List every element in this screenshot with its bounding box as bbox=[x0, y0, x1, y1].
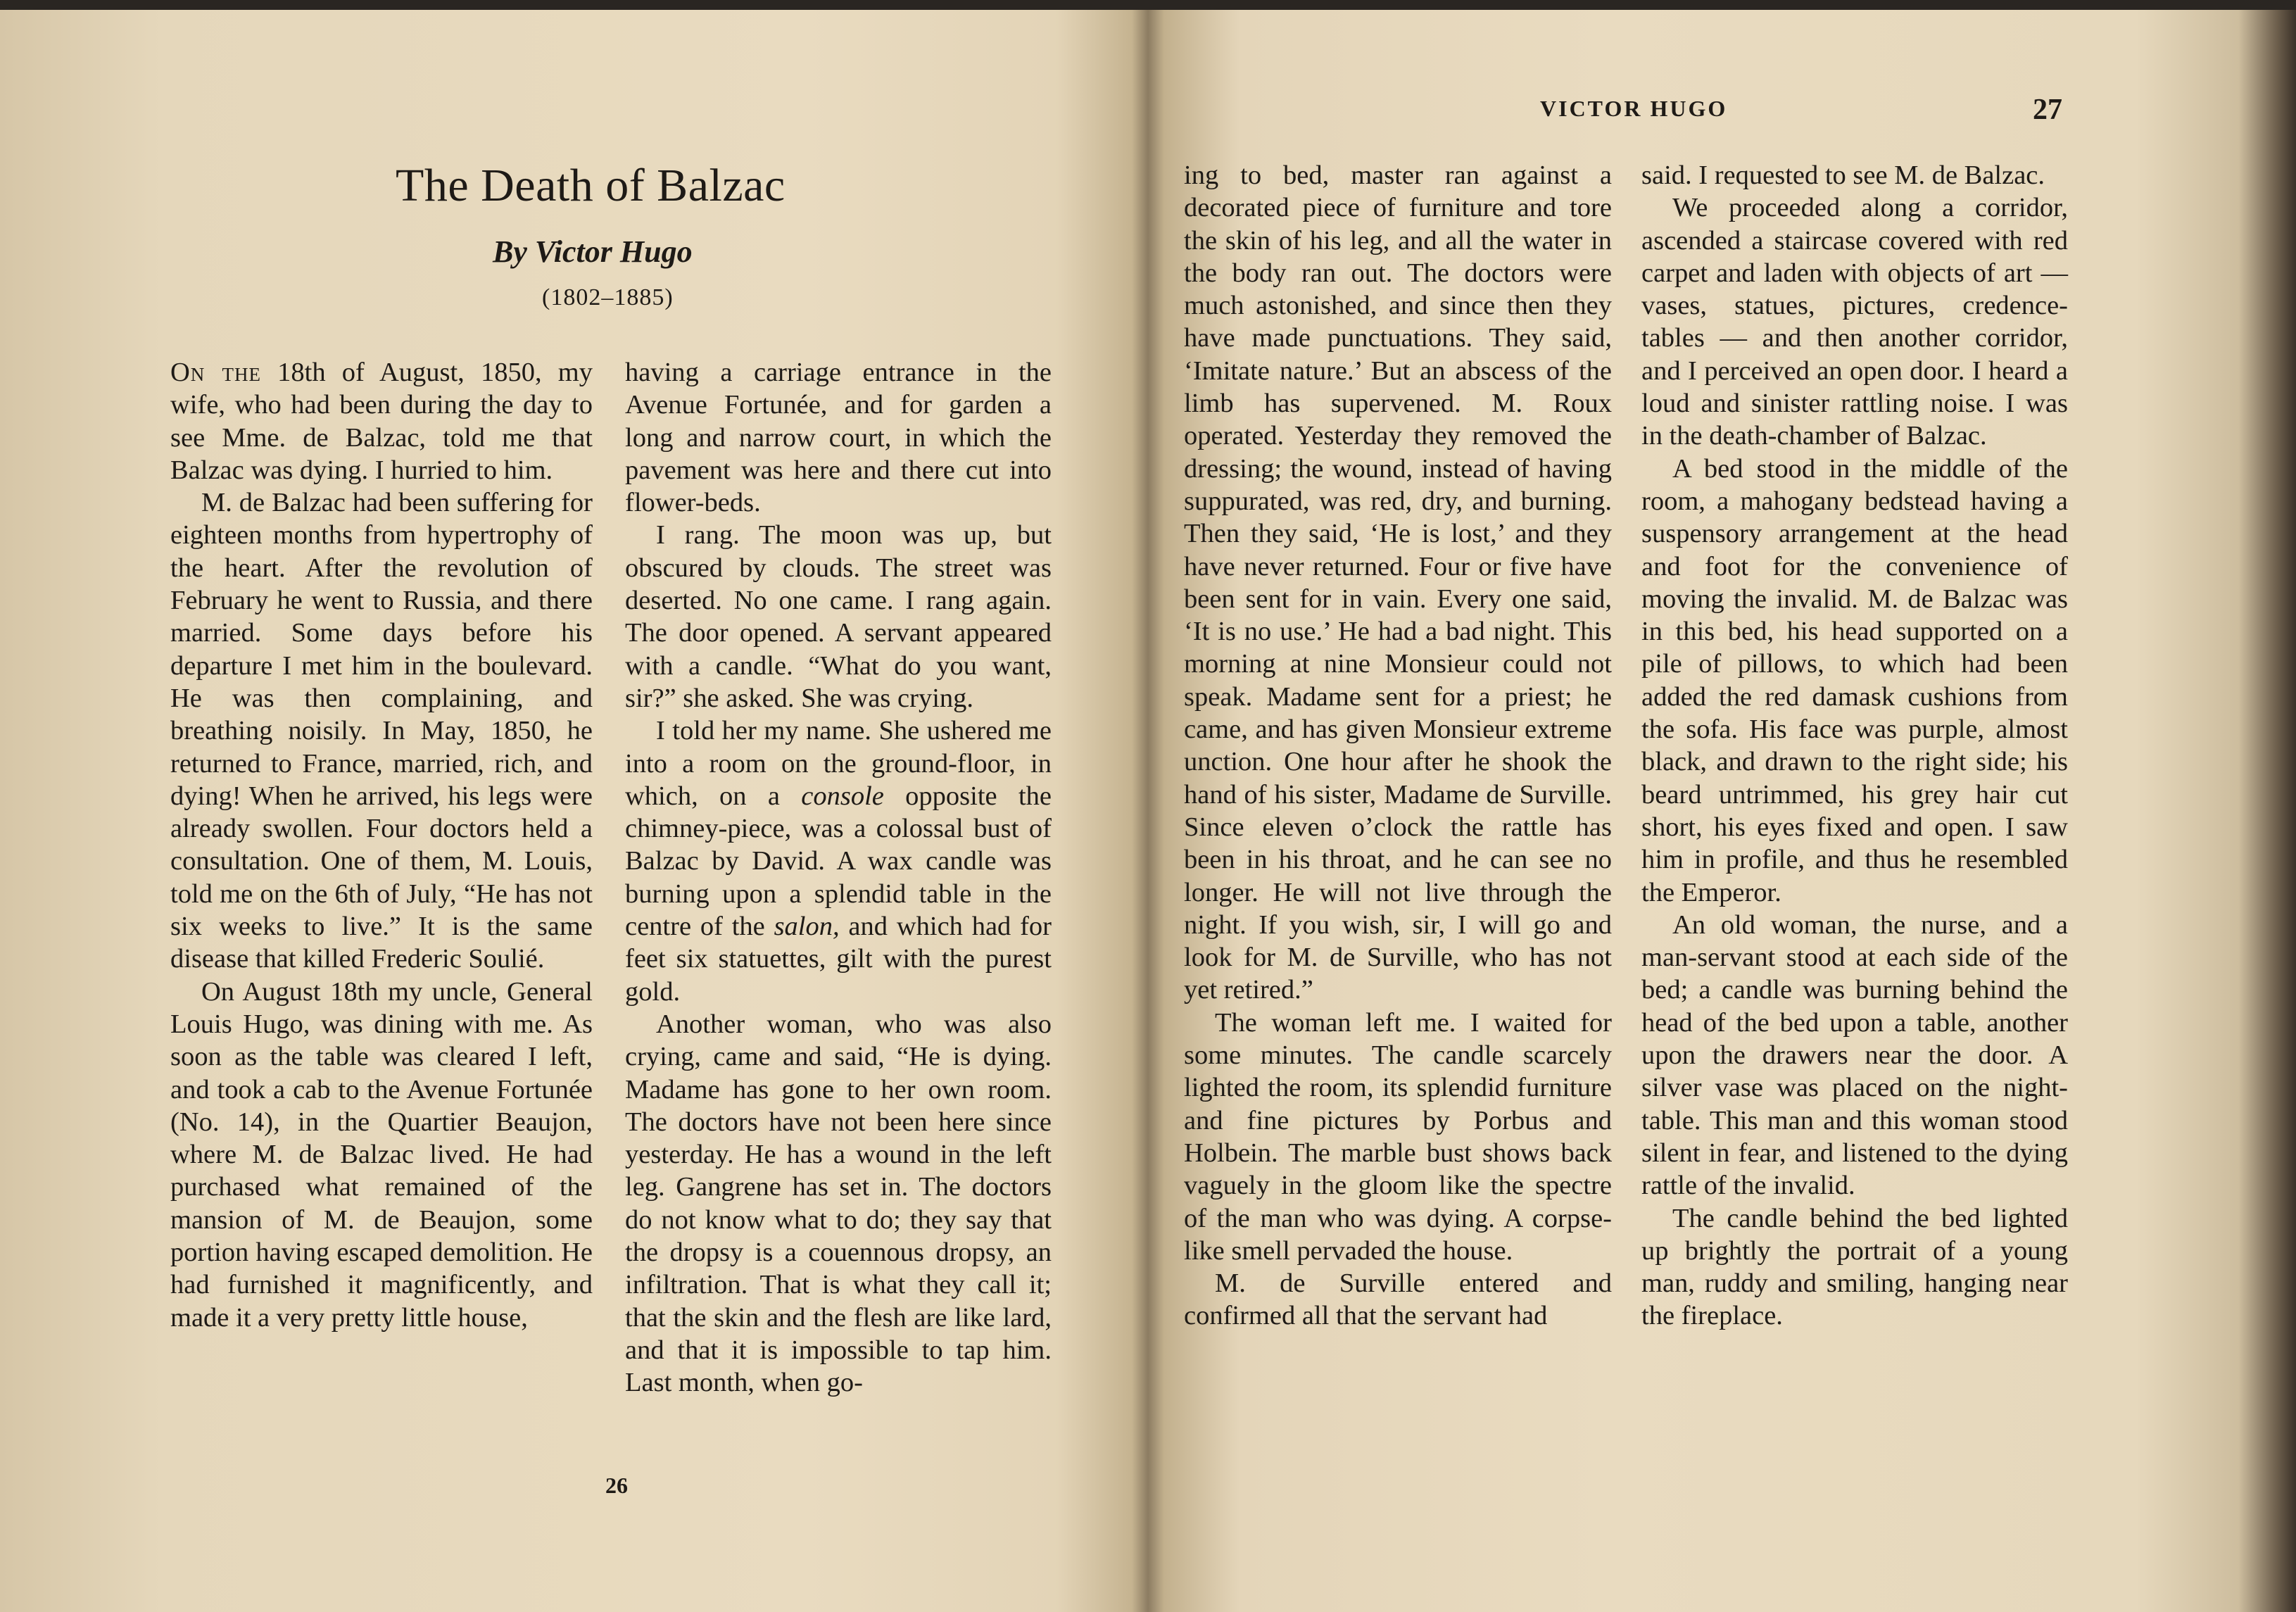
paragraph bbox=[625, 714, 1052, 1008]
page-number-right: 27 bbox=[2033, 94, 2062, 126]
paragraph: I rang. The moon was up, but obscured by clouds. The street was deserted. No one came. I rang again. The door opened. A servant appeared with a candle. “What do you want, sir?” she asked. She was crying. bbox=[625, 520, 1052, 713]
left-column-1 bbox=[170, 356, 593, 1334]
paragraph-text: 18th of August, 1850, my wife, who had been during the day to see Mme. de Balzac, told me that Balzac was dying. I hurried to him. bbox=[170, 358, 593, 485]
paragraph: The woman left me. I waited for some minutes. The candle scarcely lighted the room, its splendid furniture and fine pictures by Porbus and Holbein. The marble bust shows back vaguely in the gloom like the spectre of the man who was dying. A corpse-like smell pervaded the house. bbox=[1184, 1007, 1612, 1266]
paragraph: On August 18th my uncle, General Louis Hugo, was dining with me. As soon as the table was cleared I left, and took a cab to the Avenue Fortunée (No. 14), in the Quartier Beaujon, where M. de Balzac lived. He had purchased what remained of the mansion of M. de Beaujon, some portion having escaped demolition. He had furnished it magnificently, and made it a very pretty little house, bbox=[170, 976, 593, 1333]
book-spread bbox=[0, 10, 2296, 1612]
italic-word: console bbox=[801, 781, 884, 811]
paragraph: said. I requested to see M. de Balzac. bbox=[1641, 160, 2045, 190]
italic-word: salon, bbox=[774, 912, 840, 942]
byline: By Victor Hugo bbox=[493, 234, 693, 269]
paragraph: A bed stood in the middle of the room, a mahogany bedstead having a suspensory arrangement at the head and foot for the convenience of moving the invalid. M. de Balzac was in this bed, his head supported on a pile of pillows, to which had been added the red damask cushions from the sofa. His face was purple, almost black, and drawn to the right side; his beard untrimmed, his grey hair cut short, his eyes fixed and open. I saw him in profile, and thus he resembled the Emperor. bbox=[1641, 453, 2068, 907]
left-column-2 bbox=[625, 356, 1052, 1399]
right-column-2 bbox=[1641, 159, 2068, 1333]
running-head: VICTOR HUGO bbox=[1540, 96, 1728, 121]
paragraph: M. de Balzac had been suffering for eighteen months from hypertrophy of the heart. After the revolution of February he went to Russia, and there married. Some days before his departure I met him in the boulevard. He was then complaining, and breathing noisily. In May, 1850, he returned to France, married, rich, and dying! When he arrived, his legs were already swollen. Four doctors held a consultation. One of them, M. Louis, told me on the 6th of July, “He has not six weeks to live.” It is the same disease that killed Frederic Soulié. bbox=[170, 488, 593, 974]
paragraph: ing to bed, master ran against a decorated piece of furniture and tore the skin of his leg, and all the water in the body ran out. The doctors were much astonished, and since then they have made punctuations. They said, ‘Imitate nature.’ But an abscess of the limb has supervened. M. Roux operated. Yesterday they removed the dressing; the wound, instead of having suppurated, was red, dry, and burning. Then they said, ‘He is lost,’ and they have never returned. Four or five have been sent for in vain. Every one said, ‘It is no use.’ He had a bad night. This morning at nine Monsieur could not speak. Madame sent for a priest; he came, and has given Monsieur extreme unction. One hour after he shook the hand of his sister, Madame de Surville. Since eleven o’clock the rattle has been in his throat, and he can see no longer. He will not live through the night. If you wish, sir, I will go and look for M. de Surville, who has not yet retired.” bbox=[1184, 160, 1612, 1005]
paragraph: M. de Surville entered and confirmed all that the servant had bbox=[1184, 1268, 1612, 1331]
right-column-1 bbox=[1184, 159, 1612, 1333]
paragraph: Another woman, who was also crying, came and said, “He is dying. Madame has gone to her own room. The doctors have not been here since yesterday. He has a wound in the left leg. Gangrene has set in. The doctors do not know what to do; they say that the dropsy is a couennous dropsy, an infiltration. That is what they call it; that the skin and the flesh are like lard, and that it is impossible to tap him. Last month, when go- bbox=[625, 1009, 1052, 1398]
paragraph: The candle behind the bed lighted up brightly the portrait of a young man, ruddy and smiling, hanging near the fireplace. bbox=[1641, 1203, 2068, 1331]
paragraph: We proceeded along a corridor, ascended a staircase covered with red carpet and laden with objects of art — vases, statues, pictures, credence-tables — and then another corridor, and I perceived an open door. I heard a loud and sinister rattling noise. I was in the death-chamber of Balzac. bbox=[1641, 193, 2068, 451]
left-page bbox=[0, 10, 1112, 1612]
author-dates: (1802–1885) bbox=[542, 284, 674, 310]
paragraph-text: opposite the chimney-piece, was a colossal bust of Balzac by David. A wax candle was burning upon a splendid table in the centre of the bbox=[625, 781, 1052, 942]
lead-smallcaps: On the bbox=[170, 358, 261, 387]
paragraph-text: I told her my name. She ushered me into a room on the ground-floor, in which, on a bbox=[625, 716, 1052, 811]
paragraph: An old woman, the nurse, and a man-servant stood at each side of the bed; a candle was burning behind the head of the bed upon a table, another upon the drawers near the door. A silver vase was placed on the night-table. This man and this woman stood silent in fear, and listened to the dying rattle of the invalid. bbox=[1641, 909, 2068, 1201]
page-number-left: 26 bbox=[605, 1473, 628, 1498]
paragraph bbox=[170, 356, 593, 486]
paragraph-text: and which had for feet six statuettes, gilt with the purest gold. bbox=[625, 912, 1052, 1007]
paragraph: having a carriage entrance in the Avenue Fortunée, and for garden a long and narrow court, in which the pavement was here and there cut into flower-beds. bbox=[625, 358, 1052, 518]
right-page bbox=[1126, 10, 2224, 1612]
article-title: The Death of Balzac bbox=[396, 160, 786, 211]
